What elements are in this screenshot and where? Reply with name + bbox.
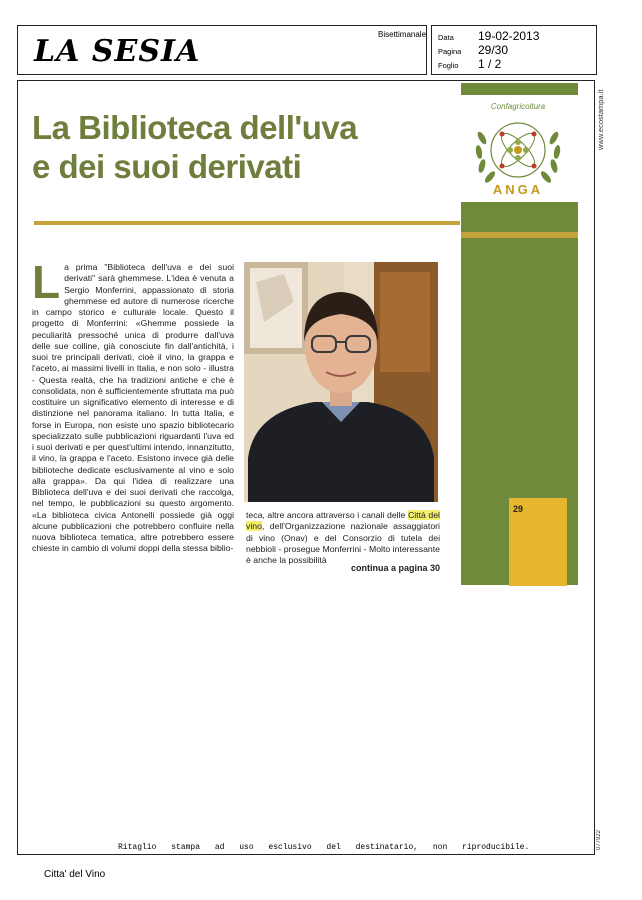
gold-band (461, 232, 578, 238)
body-text-col2-pre: teca, altre ancora attraverso i canali delle (246, 510, 408, 520)
continued-note: continua a pagina 30 (350, 563, 440, 573)
body-text-col1: a prima "Biblioteca dell'uva e dei suoi derivati" sarà ghemmese. L'idea è venuta a Sergio Monferrini, appassionato di storia ghemmese ed autore di numerose ricerche in campo storico e culturale locale. Questo il progetto di Monferrini: «Ghemme possiede la peculiarità pressoché unica di produrre dall'uva delle sue colline, già conosciute fin dall'antichità, i suoi tre principali derivati, cioè il vino, la grappa e l'aceto, ai massimi livelli in Italia, e non solo - illustra - Questa realtà, che ha tradizioni antiche e che è consolidata, non è sufficientemente sfruttata ma può costituire un significativo elemento di interesse e di distinzione nel panorama italiano. In tutta Italia, e forse in Europa, non esiste uno spazio bibliotecario specializzato sulle pubblicazioni riguardanti l'uva ed i suoi derivati e per quest'ultimi intendo, innanzitutto, il vino, la grappa e l'aceto. Esistono invece già delle biblioteche dedicate esclusivamente al vino e solo alla grappa». Da qui l'idea di realizzare una Biblioteca dell'uva e dei suoi derivati che raccolga, nel tempo, le pubblicazioni su questo argomento. «La biblioteca civica Antonelli possiede già oggi alcune pubblicazioni che potrebbero confluire nella nuova biblioteca tematica, altre potrebbero essere chieste in cambio di volumi doppi della stessa biblio- (32, 262, 234, 554)
article-title (32, 108, 452, 186)
article-body-col2 (246, 510, 440, 566)
green-bar-top (461, 83, 578, 95)
frequency-label: Bisettimanale (378, 30, 427, 39)
side-url: www.ecostampa.it (596, 89, 605, 150)
meta-value-page: 29/30 (478, 43, 509, 57)
title-line-2: e dei suoi derivati (32, 148, 302, 185)
highlighted-term: Città del vino (246, 510, 440, 532)
body-text-col2-post: , dell'Organizzazione nazionale assaggiatori di vino (Onav) e del Consorzio di tutela dei nebbioli - prosegue Monferrini - Molto interessante è anche la possibilità (246, 521, 440, 565)
title-line-1: La Biblioteca dell'uva (32, 109, 358, 146)
portrait-photo (244, 262, 438, 502)
side-code: 077922 (596, 829, 602, 850)
drop-cap: L (32, 256, 61, 308)
logo-top-text: Confagricoltura (490, 102, 546, 111)
logo-name: ANGA (492, 182, 544, 197)
meta-label-sheet: Foglio (438, 61, 459, 70)
page-number: 29 (513, 504, 524, 514)
meta-value-date: 19-02-2013 (478, 29, 540, 43)
meta-label-page: Pagina (438, 47, 462, 56)
article-body-col1 (32, 256, 234, 555)
title-rule (34, 221, 460, 225)
bottom-label: Citta' del Vino (44, 869, 106, 880)
copyright-notice: Ritaglio stampa ad uso esclusivo del destinatario, non riproducibile. (118, 843, 530, 852)
masthead: LA SESIA (34, 34, 201, 69)
meta-label-date: Data (438, 33, 454, 42)
meta-value-sheet: 1 / 2 (478, 57, 502, 71)
